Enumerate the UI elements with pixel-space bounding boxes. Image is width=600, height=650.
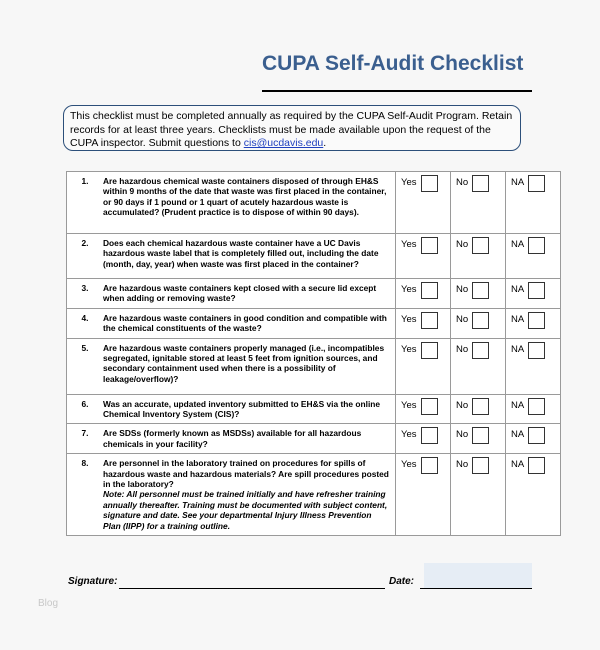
na-checkbox[interactable] bbox=[528, 457, 545, 474]
na-checkbox[interactable] bbox=[528, 175, 545, 192]
no-checkbox[interactable] bbox=[472, 312, 489, 329]
option-cell-na bbox=[506, 308, 561, 338]
table-row bbox=[67, 424, 561, 454]
item-question bbox=[99, 234, 396, 279]
na-checkbox[interactable] bbox=[528, 237, 545, 254]
option-label-yes: Yes bbox=[401, 429, 417, 441]
date-label: Date: bbox=[389, 576, 415, 587]
no-checkbox[interactable] bbox=[472, 427, 489, 444]
na-checkbox[interactable] bbox=[528, 342, 545, 359]
option-label-yes: Yes bbox=[401, 459, 417, 471]
intro-box bbox=[63, 105, 521, 151]
table-row bbox=[67, 279, 561, 309]
yes-checkbox[interactable] bbox=[421, 398, 438, 415]
yes-checkbox[interactable] bbox=[421, 427, 438, 444]
option-label-no: No bbox=[456, 177, 469, 188]
table-row bbox=[67, 394, 561, 424]
na-checkbox[interactable] bbox=[528, 312, 545, 329]
option-label-yes: Yes bbox=[401, 177, 417, 188]
na-checkbox[interactable] bbox=[528, 427, 545, 444]
option-cell-yes bbox=[396, 234, 451, 279]
option-cell-yes bbox=[396, 424, 451, 454]
item-number: 7. bbox=[67, 424, 100, 454]
option-label-na: NA bbox=[511, 399, 525, 411]
option-cell-no bbox=[451, 424, 506, 454]
item-number: 6. bbox=[67, 394, 100, 424]
question-note: Note: All personnel must be trained initially and have refresher training annually thereafter. Training must be documented with subject content, signature and date. See your departmental Injury Illness Prevention Plan (IIPP) for a training outline. bbox=[103, 489, 388, 531]
no-checkbox[interactable] bbox=[472, 282, 489, 299]
yes-checkbox[interactable] bbox=[421, 237, 438, 254]
option-label-yes: Yes bbox=[401, 343, 417, 355]
na-checkbox[interactable] bbox=[528, 282, 545, 299]
question-text: Are SDSs (formerly known as MSDSs) available for all hazardous chemicals in your facility? bbox=[103, 428, 362, 449]
option-cell-yes bbox=[396, 172, 451, 234]
option-cell-na bbox=[506, 424, 561, 454]
option-cell-yes bbox=[396, 394, 451, 424]
signature-line[interactable] bbox=[119, 588, 385, 589]
option-cell-no bbox=[451, 394, 506, 424]
watermark: Blog bbox=[38, 598, 59, 609]
option-cell-no bbox=[451, 279, 506, 309]
question-text: Are hazardous chemical waste containers disposed of through EH&S within 9 months of the date that waste was first placed in the container, or 90 days if 1 pound or 1 quart of acutely hazardous waste is accumulated? (Prudent practice is to dispose of within 90 days). bbox=[103, 176, 387, 218]
checklist-table bbox=[66, 171, 561, 536]
no-checkbox[interactable] bbox=[472, 398, 489, 415]
item-number: 5. bbox=[67, 338, 100, 394]
item-number: 4. bbox=[67, 308, 100, 338]
question-text: Are hazardous waste containers kept closed with a secure lid except when adding or removing waste? bbox=[103, 283, 377, 304]
table-row bbox=[67, 234, 561, 279]
option-cell-no bbox=[451, 308, 506, 338]
option-label-yes: Yes bbox=[401, 239, 417, 250]
intro-text: This checklist must be completed annually as required by the CUPA Self-Audit Program. Retain records for at least three years. Checklists must be made available upon the request of the CUPA inspector. Submit questions to bbox=[70, 110, 513, 149]
title-underline bbox=[262, 90, 532, 92]
item-question bbox=[99, 172, 396, 234]
table-row bbox=[67, 172, 561, 234]
question-text: Are hazardous waste containers in good condition and compatible with the chemical constituents of the waste? bbox=[103, 312, 387, 334]
no-checkbox[interactable] bbox=[472, 457, 489, 474]
option-label-na: NA bbox=[511, 313, 525, 325]
table-row bbox=[67, 308, 561, 338]
option-label-no: No bbox=[456, 343, 469, 355]
option-cell-na bbox=[506, 234, 561, 279]
option-cell-na bbox=[506, 394, 561, 424]
option-label-no: No bbox=[456, 399, 469, 411]
item-question bbox=[99, 308, 396, 338]
item-question bbox=[99, 394, 396, 424]
question-text: Was an accurate, updated inventory submitted to EH&S via the online Chemical Inventory System (CIS)? bbox=[103, 398, 381, 420]
option-cell-no bbox=[451, 454, 506, 536]
item-question bbox=[99, 424, 396, 454]
contact-email-link[interactable]: cis@ucdavis.edu bbox=[243, 137, 324, 149]
option-cell-no bbox=[451, 172, 506, 234]
item-number: 3. bbox=[67, 279, 100, 309]
option-label-no: No bbox=[456, 429, 469, 441]
item-question bbox=[99, 279, 396, 309]
table-row bbox=[67, 454, 561, 536]
option-label-na: NA bbox=[511, 343, 525, 355]
option-cell-yes bbox=[396, 338, 451, 394]
question-text: Are personnel in the laboratory trained on procedures for spills of hazardous waste and hazardous materials? Are spill procedures posted in the laboratory? bbox=[103, 458, 389, 490]
option-label-yes: Yes bbox=[401, 284, 417, 295]
option-label-yes: Yes bbox=[401, 399, 417, 411]
no-checkbox[interactable] bbox=[472, 175, 489, 192]
table-row bbox=[67, 338, 561, 394]
page-title: CUPA Self-Audit Checklist bbox=[262, 52, 524, 75]
no-checkbox[interactable] bbox=[472, 237, 489, 254]
option-cell-na bbox=[506, 454, 561, 536]
date-field[interactable] bbox=[424, 563, 532, 589]
option-label-yes: Yes bbox=[401, 313, 417, 325]
item-question bbox=[99, 454, 396, 536]
option-label-no: No bbox=[456, 313, 469, 325]
option-cell-yes bbox=[396, 279, 451, 309]
item-number: 2. bbox=[67, 234, 100, 279]
yes-checkbox[interactable] bbox=[421, 457, 438, 474]
question-text: Does each chemical hazardous waste container have a UC Davis hazardous waste label that is completely filled out, including the date (month, day, year) when waste was first placed in the container? bbox=[103, 238, 379, 269]
signature-label: Signature: bbox=[68, 576, 118, 587]
option-label-no: No bbox=[456, 239, 469, 250]
item-number: 1. bbox=[67, 172, 100, 234]
date-line bbox=[420, 588, 532, 589]
option-label-na: NA bbox=[511, 284, 525, 295]
option-label-na: NA bbox=[511, 239, 525, 250]
yes-checkbox[interactable] bbox=[421, 282, 438, 299]
option-label-na: NA bbox=[511, 177, 525, 188]
option-label-no: No bbox=[456, 459, 469, 471]
item-number: 8. bbox=[67, 454, 100, 536]
option-cell-na bbox=[506, 338, 561, 394]
option-label-no: No bbox=[456, 284, 469, 295]
option-cell-no bbox=[451, 234, 506, 279]
na-checkbox[interactable] bbox=[528, 398, 545, 415]
yes-checkbox[interactable] bbox=[421, 175, 438, 192]
intro-end: . bbox=[323, 137, 327, 149]
option-cell-yes bbox=[396, 454, 451, 536]
item-question bbox=[99, 338, 396, 394]
option-label-na: NA bbox=[511, 459, 525, 471]
option-label-na: NA bbox=[511, 429, 525, 441]
option-cell-na bbox=[506, 279, 561, 309]
option-cell-no bbox=[451, 338, 506, 394]
no-checkbox[interactable] bbox=[472, 342, 489, 359]
option-cell-na bbox=[506, 172, 561, 234]
option-cell-yes bbox=[396, 308, 451, 338]
question-text: Are hazardous waste containers properly managed (i.e., incompatibles segregated, ignitable stored at least 5 feet from ignition sources, and secondary containment used when there is a possibility of leakage/overflow)? bbox=[103, 342, 385, 384]
yes-checkbox[interactable] bbox=[421, 312, 438, 329]
yes-checkbox[interactable] bbox=[421, 342, 438, 359]
